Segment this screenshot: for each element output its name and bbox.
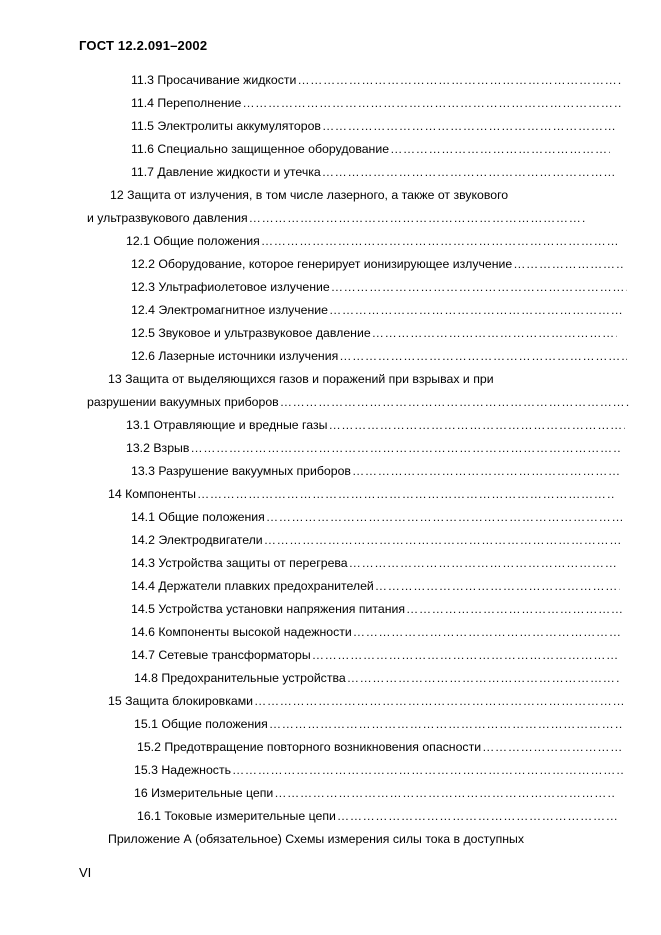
toc-entry-title: 14.2 Электродвигатели bbox=[131, 533, 263, 547]
toc-entry-title: 14.3 Устройства защиты от перегрева bbox=[131, 556, 348, 570]
toc-leader-dots bbox=[512, 256, 625, 272]
toc-leader-dots bbox=[352, 624, 622, 640]
toc-entry bbox=[131, 302, 622, 318]
toc-entry bbox=[131, 164, 617, 180]
toc-leader-dots bbox=[389, 141, 610, 157]
toc-entry bbox=[87, 210, 585, 226]
toc-entry-title: 11.4 Переполнение bbox=[131, 96, 242, 110]
toc-entry-title: 16 Измерительные цепи bbox=[134, 786, 274, 800]
toc-entry-title: 13.1 Отравляющие и вредные газы bbox=[126, 418, 328, 432]
toc-entry bbox=[131, 256, 625, 272]
page-number: VI bbox=[79, 865, 92, 880]
toc-entry-title: 11.5 Электролиты аккумуляторов bbox=[131, 119, 321, 133]
toc-entry bbox=[131, 601, 622, 617]
toc-entry-title: 15.3 Надежность bbox=[134, 763, 231, 777]
toc-entry-title: 12.2 Оборудование, которое генерирует ионизирующее излучение bbox=[131, 257, 513, 271]
toc-entry-title: 11.3 Просачивание жидкости bbox=[131, 73, 297, 87]
toc-leader-dots bbox=[405, 601, 622, 617]
toc-entry bbox=[134, 785, 615, 801]
toc-entry-title: 16.1 Токовые измерительные цепи bbox=[137, 809, 336, 823]
toc-entry-title: 14.8 Предохранительные устройства bbox=[134, 671, 346, 685]
toc-leader-dots bbox=[268, 716, 622, 732]
toc-leader-dots bbox=[311, 647, 617, 663]
toc-entry-title: 15 Защита блокировками bbox=[108, 694, 254, 708]
toc-entry bbox=[137, 739, 622, 755]
toc-leader-dots bbox=[265, 509, 622, 525]
toc-leader-dots bbox=[279, 394, 629, 410]
toc-leader-dots bbox=[338, 348, 627, 364]
toc-entry-title: 14.1 Общие положения bbox=[131, 510, 265, 524]
toc-entry-title: разрушении вакуумных приборов bbox=[87, 395, 279, 409]
toc-entry-title: 14.5 Устройства установки напряжения питания bbox=[131, 602, 406, 616]
toc-entry-title: 15.2 Предотвращение повторного возникновения опасности bbox=[137, 740, 482, 754]
toc-leader-dots bbox=[260, 233, 617, 249]
toc-leader-dots bbox=[273, 785, 615, 801]
toc-entry bbox=[131, 279, 627, 295]
toc-entry bbox=[108, 693, 624, 709]
toc-entry-title: 13.2 Взрыв bbox=[126, 441, 190, 455]
toc-entry bbox=[137, 808, 617, 824]
toc-entry-title: 12.3 Ультрафиолетовое излучение bbox=[131, 280, 330, 294]
toc-leader-dots bbox=[248, 210, 585, 226]
toc-leader-dots bbox=[328, 302, 622, 318]
toc-entry bbox=[131, 624, 622, 640]
toc-leader-dots bbox=[296, 72, 622, 88]
toc-entry-title: 12.1 Общие положения bbox=[126, 234, 260, 248]
toc-leader-dots bbox=[196, 486, 615, 502]
toc-entry-title: 11.6 Специально защищенное оборудование bbox=[131, 142, 390, 156]
toc-leader-dots bbox=[241, 95, 622, 111]
toc-entry-title: 13.3 Разрушение вакуумных приборов bbox=[131, 464, 351, 478]
toc-entry bbox=[131, 72, 622, 88]
toc-entry-title: 12.6 Лазерные источники излучения bbox=[131, 349, 339, 363]
toc-entry bbox=[108, 486, 615, 502]
toc-entry-title: Приложение А (обязательное) Схемы измерения силы тока в доступных bbox=[108, 832, 525, 846]
toc-entry bbox=[131, 509, 622, 525]
toc-entry-title: 11.7 Давление жидкости и утечка bbox=[131, 165, 321, 179]
toc-leader-dots bbox=[374, 578, 620, 594]
toc-leader-dots bbox=[231, 762, 624, 778]
toc-entry bbox=[131, 141, 610, 157]
toc-entry-title: 14 Компоненты bbox=[108, 487, 196, 501]
toc-leader-dots bbox=[327, 417, 625, 433]
toc-entry-title: 14.6 Компоненты высокой надежности bbox=[131, 625, 352, 639]
toc-entry-title: 13 Защита от выделяющихся газов и поражений при взрывах и при bbox=[108, 372, 494, 386]
toc-entry bbox=[131, 463, 622, 479]
toc-entry bbox=[134, 716, 622, 732]
toc-leader-dots bbox=[321, 118, 617, 134]
toc-entry bbox=[126, 417, 625, 433]
toc-leader-dots bbox=[263, 532, 622, 548]
toc-leader-dots bbox=[336, 808, 617, 824]
toc-leader-dots bbox=[346, 670, 620, 686]
toc-leader-dots bbox=[351, 463, 622, 479]
toc-entry bbox=[131, 118, 617, 134]
toc-entry bbox=[87, 394, 629, 410]
toc-leader-dots bbox=[321, 164, 617, 180]
toc-entry bbox=[131, 555, 617, 571]
toc-entry bbox=[108, 371, 560, 387]
toc-entry-title: 12 Защита от излучения, в том числе лазерного, а также от звукового bbox=[110, 188, 509, 202]
toc-leader-dots bbox=[330, 279, 627, 295]
toc-entry bbox=[126, 440, 621, 456]
toc-entry bbox=[131, 647, 617, 663]
toc-entry bbox=[134, 762, 624, 778]
toc-entry bbox=[131, 348, 627, 364]
toc-entry bbox=[108, 831, 600, 847]
toc-leader-dots bbox=[371, 325, 617, 341]
toc-entry bbox=[134, 670, 620, 686]
document-header: ГОСТ 12.2.091–2002 bbox=[79, 38, 208, 53]
toc-leader-dots bbox=[348, 555, 617, 571]
toc-entry-title: 14.4 Держатели плавких предохранителей bbox=[131, 579, 374, 593]
toc-entry-title: 12.5 Звуковое и ультразвуковое давление bbox=[131, 326, 371, 340]
toc-entry bbox=[131, 532, 622, 548]
toc-entry-title: 14.7 Сетевые трансформаторы bbox=[131, 648, 311, 662]
toc-entry-title: и ультразвукового давления bbox=[87, 211, 248, 225]
toc-entry bbox=[131, 325, 617, 341]
toc-entry-title: 12.4 Электромагнитное излучение bbox=[131, 303, 329, 317]
toc-entry bbox=[131, 578, 620, 594]
toc-entry bbox=[131, 95, 622, 111]
toc-entry-title: 15.1 Общие положения bbox=[134, 717, 268, 731]
toc-leader-dots bbox=[253, 693, 624, 709]
toc-entry bbox=[126, 233, 617, 249]
toc-leader-dots bbox=[189, 440, 621, 456]
toc-entry bbox=[110, 187, 560, 203]
toc-leader-dots bbox=[481, 739, 622, 755]
